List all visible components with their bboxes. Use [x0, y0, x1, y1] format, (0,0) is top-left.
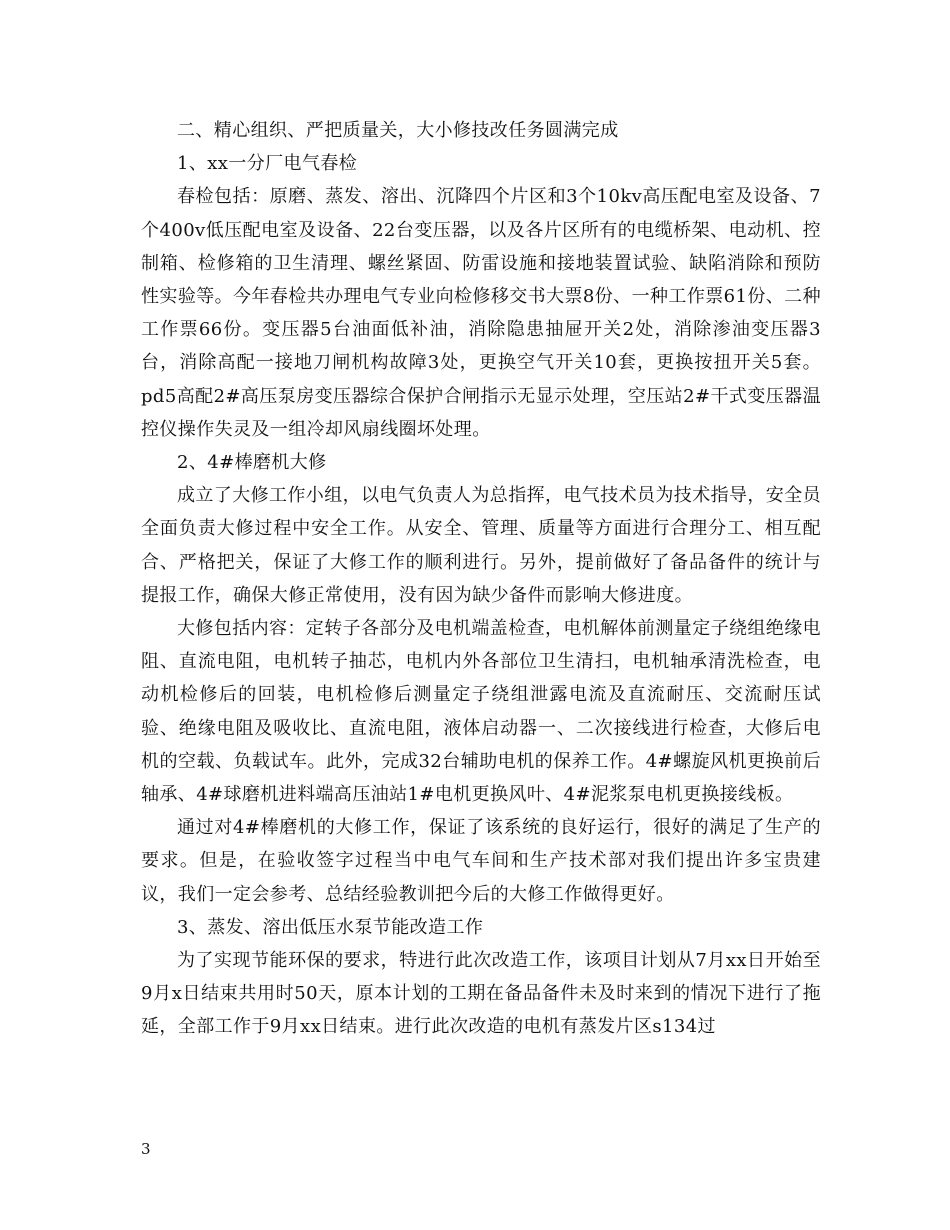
- page-number: 3: [141, 1140, 151, 1158]
- body-paragraph: 春检包括：原磨、蒸发、溶出、沉降四个片区和3个10kv高压配电室及设备、7个400v低压配电室及设备、22台变压器，以及各片区所有的电缆桥架、电动机、控制箱、检修箱的卫生清理、螺丝紧固、防雷设施和接地装置试验、缺陷消除和预防性实验等。今年春检共办理电气专业向检修移交书大票8份、一种工作票61份、二种工作票66份。变压器5台油面低补油，消除隐患抽屉开关2处，消除渗油变压器3台，消除高配一接地刀闸机构故障3处，更换空气开关10套，更换按扭开关5套。pd5高配2#高压泵房变压器综合保护合闸指示无显示处理，空压站2#干式变压器温控仪操作失灵及一组冷却风扇线圈坏处理。: [141, 186, 821, 440]
- subsection-heading: 2、4#棒磨机大修: [177, 452, 327, 474]
- body-paragraph: 成立了大修工作小组，以电气负责人为总指挥，电气技术员为技术指导，安全员全面负责大修过程中安全工作。从安全、管理、质量等方面进行合理分工、相互配合、严格把关，保证了大修工作的顺利进行。另外，提前做好了备品备件的统计与提报工作，确保大修正常使用，没有因为缺少备件而影响大修进度。: [141, 485, 821, 606]
- body-paragraph: 为了实现节能环保的要求，特进行此次改造工作，该项目计划从7月xx日开始至9月x日结束共用时50天，原本计划的工期在备品备件未及时来到的情况下进行了拖延，全部工作于9月xx日结束。进行此次改造的电机有蒸发片区s134过: [141, 950, 821, 1038]
- subsection-heading: 1、xx一分厂电气春检: [177, 153, 358, 175]
- body-paragraph: 通过对4#棒磨机的大修工作，保证了该系统的良好运行，很好的满足了生产的要求。但是，在验收签字过程当中电气车间和生产技术部对我们提出许多宝贵建议，我们一定会参考、总结经验教训把今后的大修工作做得更好。: [141, 817, 821, 905]
- document-body: [141, 114, 821, 1044]
- section-heading: 二、精心组织、严把质量关，大小修技改任务圆满完成: [177, 120, 619, 141]
- body-paragraph: 大修包括内容：定转子各部分及电机端盖检查，电机解体前测量定子绕组绝缘电阻、直流电阻，电机转子抽芯，电机内外各部位卫生清扫，电机轴承清洗检查，电动机检修后的回装，电机检修后测量定子绕组泄露电流及直流耐压、交流耐压试验、绝缘电阻及吸收比、直流电阻，液体启动器一、二次接线进行检查，大修后电机的空载、负载试车。此外，完成32台辅助电机的保养工作。4#螺旋风机更换前后轴承、4#球磨机进料端高压油站1#电机更换风叶、4#泥浆泵电机更换接线板。: [141, 618, 821, 806]
- subsection-heading: 3、蒸发、溶出低压水泵节能改造工作: [177, 916, 484, 938]
